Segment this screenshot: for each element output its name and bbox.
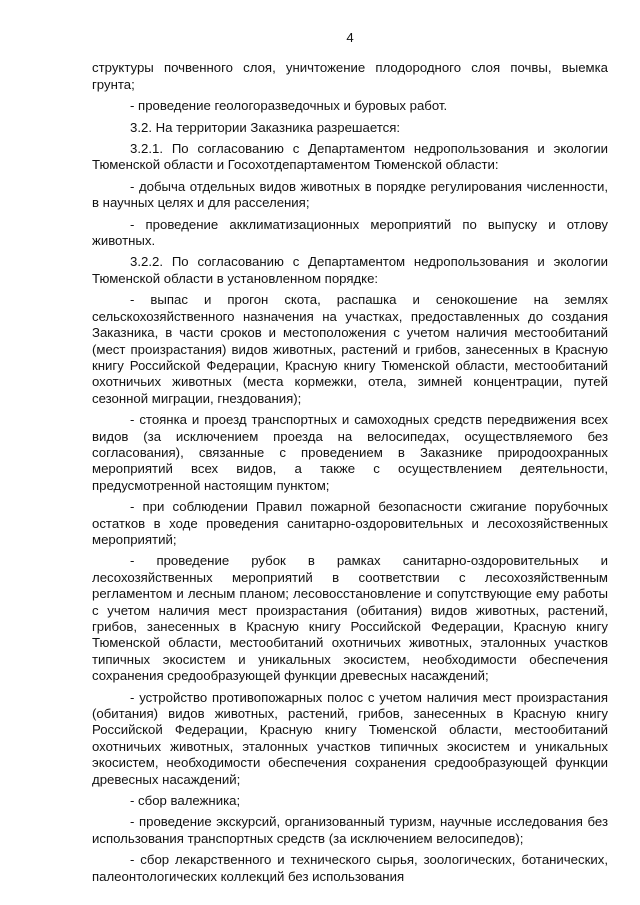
paragraph: - устройство противопожарных полос с учетом наличия мест произрастания (обитания) видов животных, растений, грибов, занесенных в Красную книгу Российской Федерации, Красную книгу Тюменской области, местообитаний охотничьих животных, эталонных участков типичных экосистем и уникальных экосистем, необходимости обеспечения сохранения средообразующей функции древесных насаждений;	[92, 689, 608, 787]
paragraph: - стоянка и проезд транспортных и самоходных средств передвижения всех видов (за исключением проезда на велосипедах, осуществляемого без согласования), связанные с проведением в Заказнике природоохранных мероприятий всех видов, а также с осуществлением деятельности, предусмотренной настоящим пунктом;	[92, 412, 608, 493]
paragraph: - добыча отдельных видов животных в порядке регулирования численности, в научных целях и для расселения;	[92, 178, 608, 211]
paragraph: структуры почвенного слоя, уничтожение плодородного слоя почвы, выемка грунта;	[92, 60, 608, 92]
paragraph: - проведение геологоразведочных и буровых работ.	[130, 98, 448, 114]
paragraph: 3.2. На территории Заказника разрешается:	[130, 119, 401, 135]
paragraph: - проведение рубок в рамках санитарно-оздоровительных и лесохозяйственных мероприятий в соответствии с лесохозяйственным регламентом и лесным планом; лесовосстановление и сопутствующие ему работы с учетом наличия мест произрастания (обитания) видов животных, растений, грибов, занесенных в Красную книгу Российской Федерации, Красную книгу Тюменской области, местообитаний охотничьих животных, эталонных участков типичных экосистем и уникальных экосистем, необходимости обеспечения сохранения средообразующей функции древесных насаждений;	[92, 553, 608, 684]
page-number: 4	[346, 30, 354, 45]
paragraph: - при соблюдении Правил пожарной безопасности сжигание порубочных остатков в ходе проведения санитарно-оздоровительных и лесохозяйственных мероприятий;	[92, 499, 608, 547]
paragraph: - проведение экскурсий, организованный туризм, научные исследования без использования транспортных средств (за исключением велосипедов);	[92, 814, 608, 846]
paragraph: 3.2.2. По согласованию с Департаментом недропользования и экологии Тюменской области в установленном порядке:	[92, 254, 608, 286]
paragraph: 3.2.1. По согласованию с Департаментом недропользования и экологии Тюменской области и Госохотдепартаментом Тюменской области:	[92, 141, 608, 173]
paragraph: - сбор валежника;	[130, 793, 241, 809]
document-body	[92, 60, 608, 885]
paragraph: - сбор лекарственного и технического сырья, зоологических, ботанических, палеонтологических коллекций без использования	[92, 852, 608, 884]
paragraph: - выпас и прогон скота, распашка и сенокошение на землях сельскохозяйственного назначения на участках, предоставленных до создания Заказника, в части сроков и местоположения с учетом наличия местообитаний (мест произрастания) видов животных, растений и грибов, занесенных в Красную книгу Российской Федерации, Красную книгу Тюменской области, местообитаний охотничьих животных (места кормежки, отела, зимней концентрации, путей сезонной миграции, гнездования);	[92, 292, 608, 406]
paragraph: - проведение акклиматизационных мероприятий по выпуску и отлову животных.	[92, 216, 608, 249]
